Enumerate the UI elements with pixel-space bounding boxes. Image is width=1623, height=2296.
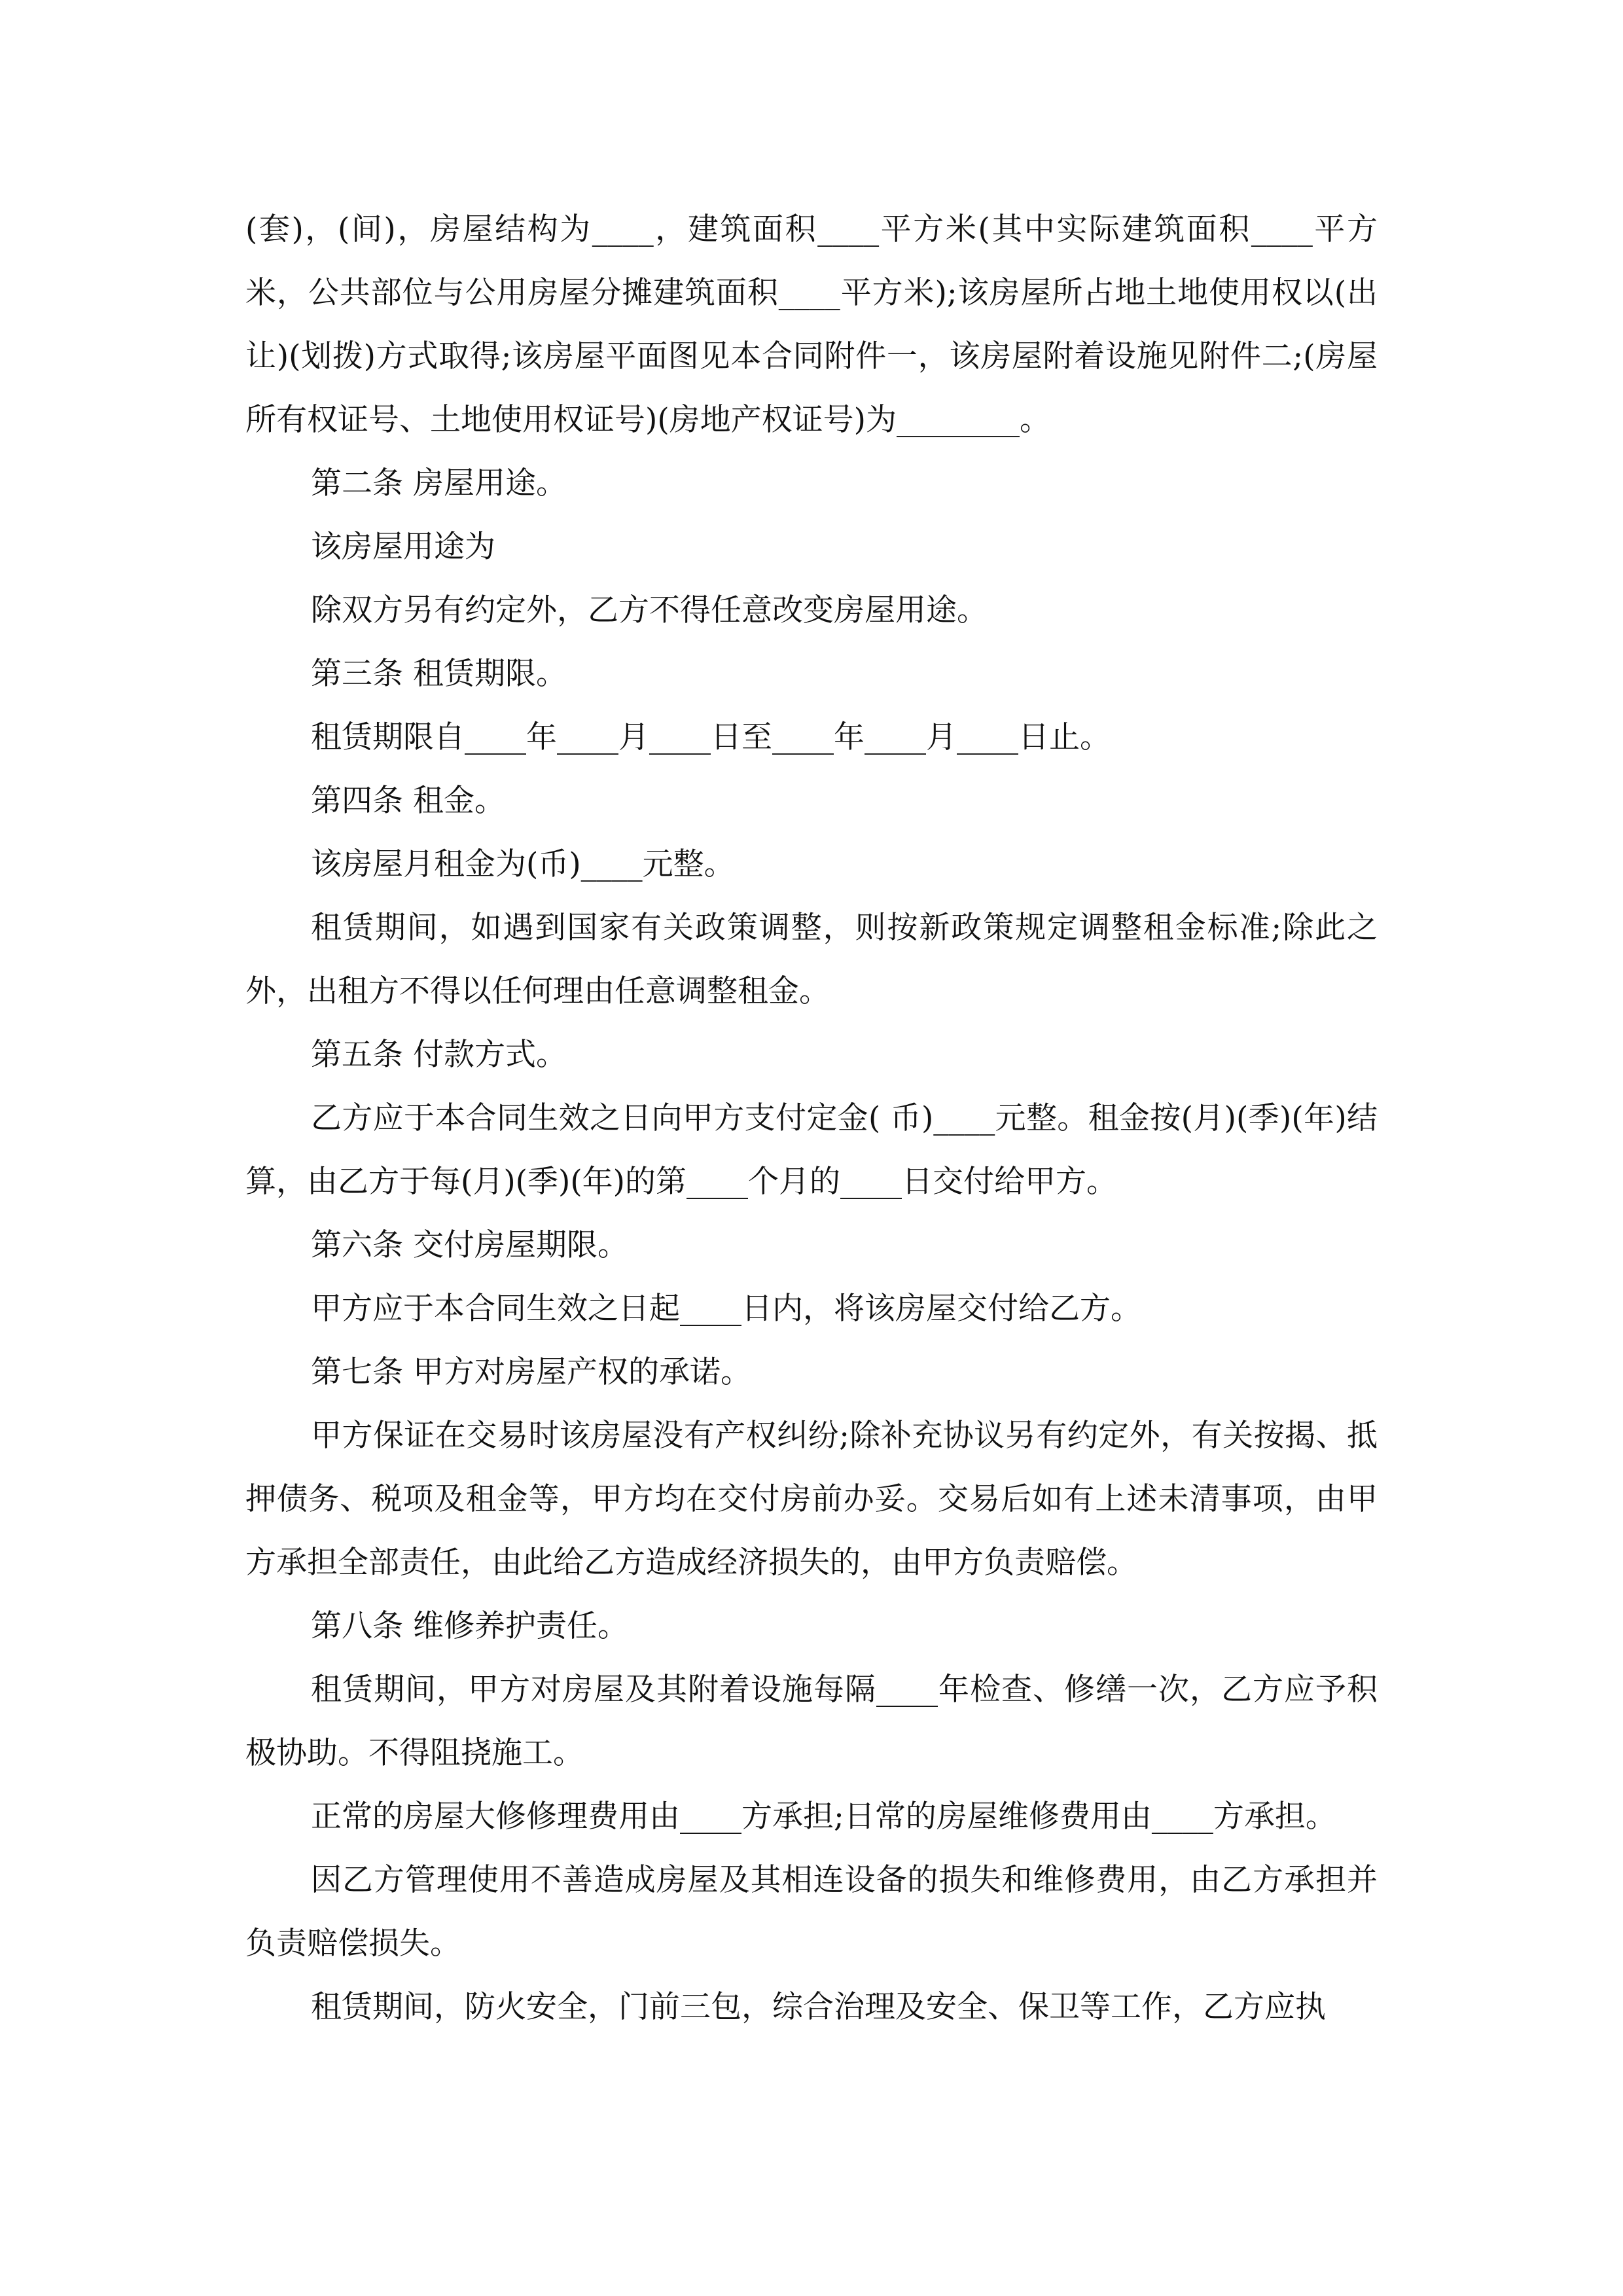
article-8-heading: 第八条 维修养护责任。 — [311, 1608, 628, 1644]
paragraph-inspection: 租赁期间，甲方对房屋及其附着设施每隔____年检查、修缮一次，乙方应予积极协助。不得阻挠施工。 — [245, 1672, 1378, 1771]
paragraph-usage: 该房屋用途为 — [311, 529, 495, 565]
paragraph-title-warranty: 甲方保证在交易时该房屋没有产权纠纷;除补充协议另有约定外，有关按揭、抵押债务、税项及租金等，甲方均在交付房前办妥。交易后如有上述未清事项，由甲方承担全部责任，由此给乙方造成经济损失的，由甲方负责赔偿。 — [245, 1418, 1378, 1581]
article-6-heading: 第六条 交付房屋期限。 — [311, 1227, 628, 1263]
paragraph-delivery: 甲方应于本合同生效之日起____日内，将该房屋交付给乙方。 — [311, 1291, 1141, 1327]
paragraph-payment: 乙方应于本合同生效之日向甲方支付定金( 币)____元整。租金按(月)(季)(年)结算，由乙方于每(月)(季)(年)的第____个月的____日交付给甲方。 — [245, 1100, 1378, 1200]
article-7-heading: 第七条 甲方对房屋产权的承诺。 — [311, 1354, 751, 1390]
contract-body — [245, 198, 1378, 2039]
paragraph-rent-adjustment: 租赁期间，如遇到国家有关政策调整，则按新政策规定调整租金标准;除此之外，出租方不得以任何理由任意调整租金。 — [245, 910, 1378, 1009]
paragraph-usage-restriction: 除双方另有约定外，乙方不得任意改变房屋用途。 — [311, 592, 988, 628]
paragraph-monthly-rent: 该房屋月租金为(币)____元整。 — [311, 846, 735, 882]
article-5-heading: 第五条 付款方式。 — [311, 1037, 567, 1073]
paragraph-repair-costs: 正常的房屋大修修理费用由____方承担;日常的房屋维修费用由____方承担。 — [311, 1799, 1336, 1835]
article-2-heading: 第二条 房屋用途。 — [311, 465, 567, 501]
paragraph-lease-term: 租赁期限自____年____月____日至____年____月____日止。 — [311, 719, 1111, 755]
paragraph-damage-liability: 因乙方管理使用不善造成房屋及其相连设备的损失和维修费用，由乙方承担并负责赔偿损失。 — [245, 1862, 1378, 1962]
article-4-heading: 第四条 租金。 — [311, 783, 505, 819]
paragraph-safety: 租赁期间，防火安全，门前三包，综合治理及安全、保卫等工作，乙方应执 — [311, 1989, 1326, 2025]
paragraph-property-details: (套)，(间)，房屋结构为____，建筑面积____平方米(其中实际建筑面积____平方米，公共部位与公用房屋分摊建筑面积____平方米);该房屋所占地土地使用权以(出让)(划拨)方式取得;该房屋平面图见本合同附件一，该房屋附着设施见附件二;(房屋所有权证号、土地使用权证号)(房地产权证号)为________。 — [245, 211, 1378, 438]
article-3-heading: 第三条 租赁期限。 — [311, 656, 567, 692]
